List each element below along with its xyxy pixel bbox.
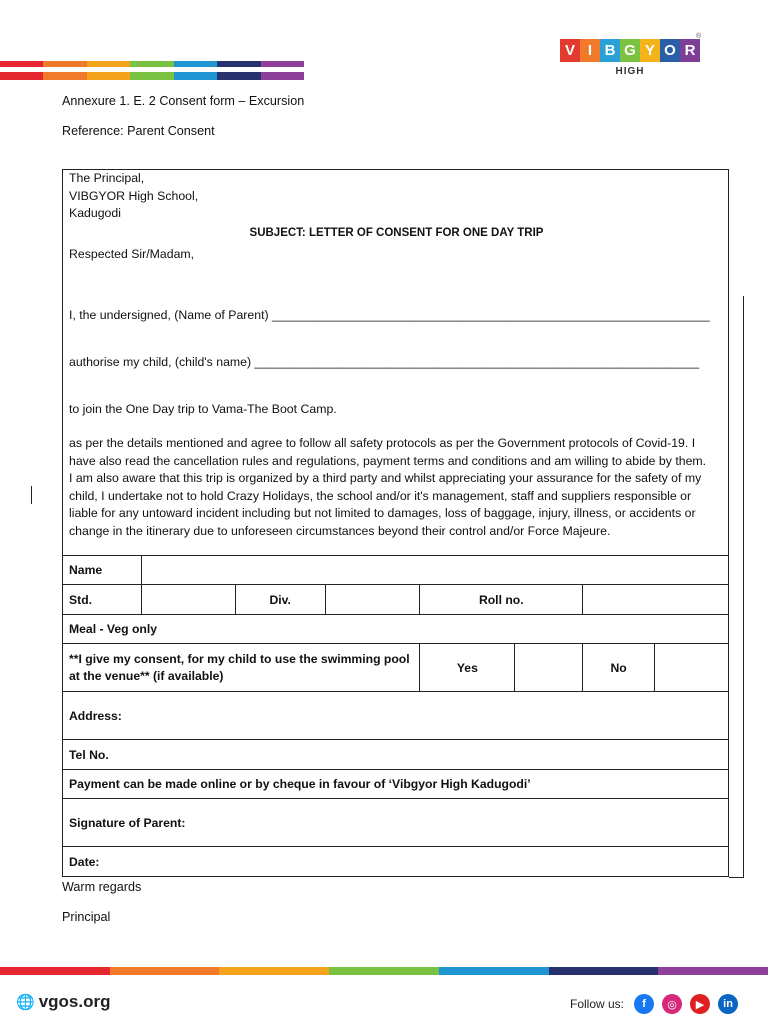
tel-row	[63, 740, 729, 770]
address-line-1: The Principal,	[69, 171, 145, 185]
stripe-segment	[439, 967, 549, 975]
stripe-segment	[549, 967, 659, 975]
logo-subtitle: HIGH	[615, 66, 645, 77]
bottom-border-extension	[729, 877, 744, 878]
roll-field[interactable]	[583, 585, 729, 615]
child-name-line: authorise my child, (child's name) _________________________________________________________________	[69, 355, 700, 369]
paragraph-line-4: child, I undertake not to hold Crazy Holidays, the school and/or it's management, staff and suppliers responsible or	[69, 488, 692, 503]
paragraph-line-3: I am also aware that this trip is organized by a third party and whilst appreciating your assurance for the safety of my	[69, 471, 702, 485]
stripe-segment	[43, 61, 86, 67]
logo-letter: O	[660, 39, 680, 62]
stripe-segment	[43, 72, 86, 80]
name-label: Name	[63, 556, 142, 585]
stripe-segment	[658, 967, 768, 975]
facebook-icon[interactable]: f	[634, 994, 654, 1014]
globe-icon: 🌐	[16, 994, 35, 1011]
address-row	[63, 692, 729, 740]
meal-label: Meal - Veg only	[63, 615, 729, 644]
address-line-3: Kadugodi	[69, 206, 121, 220]
footer-color-stripe	[0, 967, 768, 975]
letter-box	[62, 169, 729, 555]
stripe-segment	[87, 72, 130, 80]
stripe-segment	[87, 61, 130, 67]
registered-mark: ®	[696, 33, 702, 40]
no-label: No	[583, 644, 655, 692]
swimming-row	[63, 644, 729, 692]
date-row	[63, 847, 729, 877]
logo-letter: I	[580, 39, 600, 62]
logo-letter: B	[600, 39, 620, 62]
yes-field[interactable]	[515, 644, 583, 692]
instagram-icon[interactable]: ◎	[662, 994, 682, 1014]
header-color-stripe-lower	[0, 72, 304, 80]
std-field[interactable]	[141, 585, 235, 615]
follow-us-label: Follow us:	[570, 997, 625, 1011]
paragraph-line-1: as per the details mentioned and agree to follow all safety protocols as per the Government protocols of Covid-19. I	[69, 436, 696, 450]
stripe-segment	[219, 967, 329, 975]
swimming-line-2: at the venue** (if available)	[69, 668, 224, 683]
letter-subject: SUBJECT: LETTER OF CONSENT FOR ONE DAY TRIP	[249, 227, 544, 239]
tel-label[interactable]: Tel No.	[63, 740, 729, 770]
principal-signoff: Principal	[62, 910, 111, 924]
parent-name-line: I, the undersigned, (Name of Parent) ________________________________________________________________	[69, 308, 710, 322]
meal-row	[63, 615, 729, 644]
stripe-segment	[110, 967, 220, 975]
name-field[interactable]	[141, 556, 728, 585]
payment-note: Payment can be made online or by cheque in favour of ‘Vibgyor High Kadugodi’	[63, 770, 729, 799]
roll-label: Roll no.	[420, 585, 583, 615]
follow-us	[570, 994, 738, 1014]
stripe-segment	[261, 61, 304, 67]
stripe-segment	[217, 72, 260, 80]
div-label: Div.	[235, 585, 325, 615]
no-field[interactable]	[655, 644, 729, 692]
warm-regards: Warm regards	[62, 880, 142, 894]
right-border-line	[743, 296, 744, 878]
logo-letter: V	[560, 39, 580, 62]
swimming-consent-label	[63, 644, 420, 692]
std-row	[63, 585, 729, 615]
text-cursor	[31, 486, 32, 504]
trip-line: to join the One Day trip to Vama-The Boot Camp.	[69, 402, 337, 416]
payment-row	[63, 770, 729, 799]
website-text: vgos.org	[38, 992, 111, 1011]
div-field[interactable]	[325, 585, 420, 615]
annexure-heading: Annexure 1. E. 2 Consent form – Excursion	[62, 94, 305, 108]
stripe-segment	[0, 61, 43, 67]
youtube-icon[interactable]: ▶	[690, 994, 710, 1014]
logo-letter: Y	[640, 39, 660, 62]
reference-line: Reference: Parent Consent	[62, 124, 215, 138]
paragraph-line-2: have also read the cancellation rules and regulations, payment terms and conditions and am willing to abide by them.	[69, 453, 707, 468]
address-label[interactable]: Address:	[63, 692, 729, 740]
stripe-segment	[174, 72, 217, 80]
stripe-segment	[0, 72, 43, 80]
swimming-line-1: **I give my consent, for my child to use the swimming pool	[69, 651, 410, 666]
stripe-segment	[261, 72, 304, 80]
stripe-segment	[130, 72, 173, 80]
linkedin-icon[interactable]: in	[718, 994, 738, 1014]
signature-row	[63, 799, 729, 847]
std-label: Std.	[63, 585, 142, 615]
signature-label[interactable]: Signature of Parent:	[63, 799, 729, 847]
name-row	[63, 556, 729, 585]
stripe-segment	[174, 61, 217, 67]
paragraph-line-6: change in the itinerary due to unforeseen circumstances beyond their control and/or Force Majeure.	[69, 523, 611, 538]
address-line-2: VIBGYOR High School,	[69, 188, 199, 203]
logo-letter: R	[680, 39, 700, 62]
stripe-segment	[217, 61, 260, 67]
stripe-segment	[130, 61, 173, 67]
stripe-segment	[329, 967, 439, 975]
date-label[interactable]: Date:	[63, 847, 729, 877]
consent-paragraph	[69, 435, 729, 540]
consent-form-table	[62, 555, 729, 877]
logo-letter: G	[620, 39, 640, 62]
vibgyor-logo	[560, 33, 702, 77]
paragraph-line-5: liable for any untoward incident including but not limited to damages, loss of baggage, injury, illness, or accidents or	[69, 506, 696, 520]
letter-address	[69, 170, 198, 223]
website-link[interactable]	[16, 992, 110, 1012]
stripe-segment	[0, 967, 110, 975]
header-color-stripe	[0, 61, 304, 67]
salutation: Respected Sir/Madam,	[69, 247, 195, 261]
yes-label: Yes	[420, 644, 515, 692]
